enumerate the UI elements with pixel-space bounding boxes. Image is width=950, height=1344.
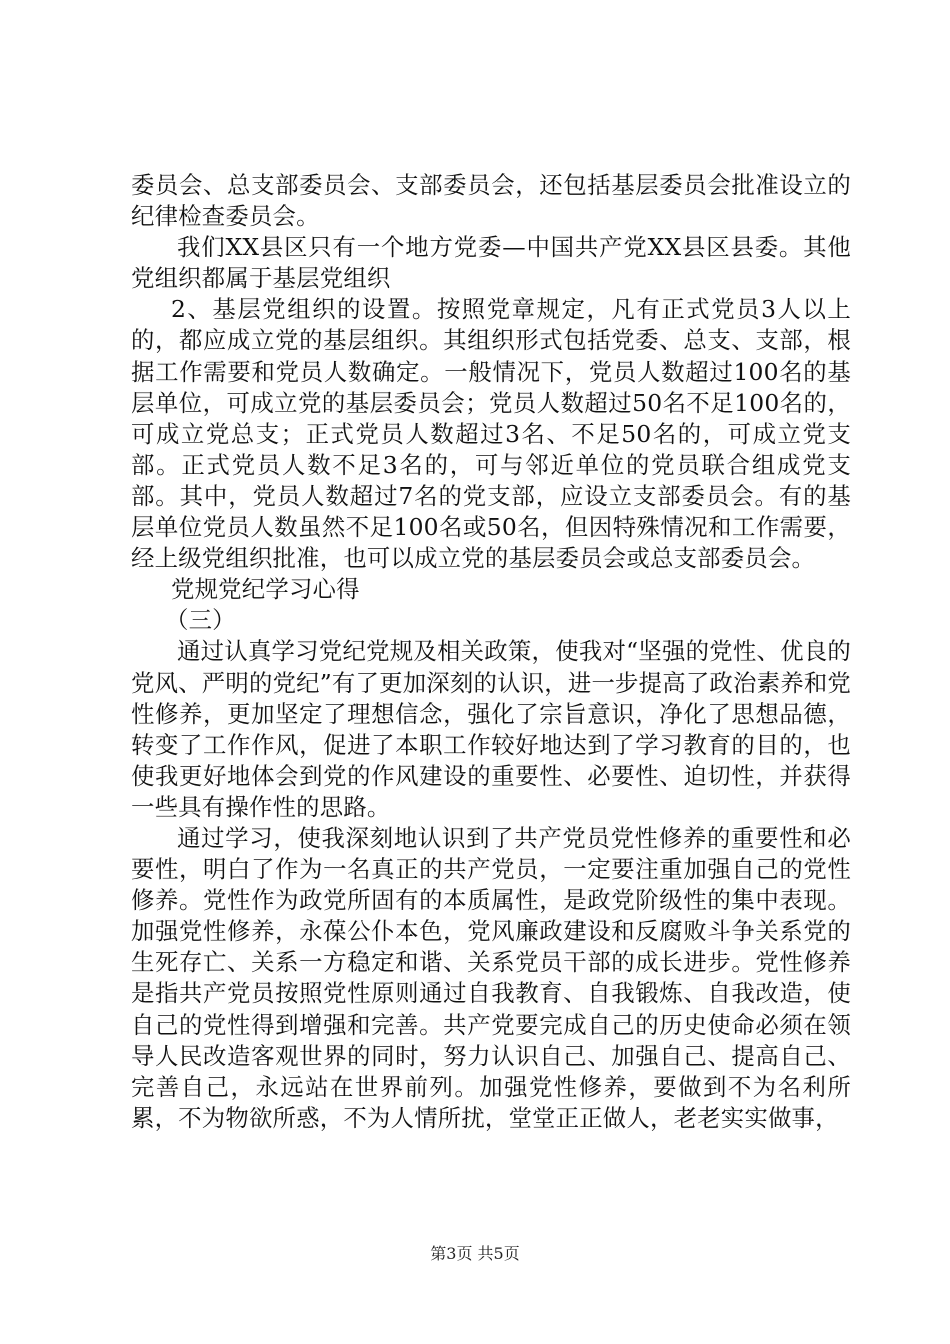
paragraph-organization-setup: 2、基层党组织的设置。按照党章规定，凡有正式党员3人以上的，都应成立党的基层组织。其组织形式包括党委、总支、支部，根据工作需要和党员人数确定。一般情况下，党员人数超过100名的基层单位，可成立党的基层委员会；党员人数超过50名不足100名的，可成立党总支；正式党员人数超过3名、不足50名的，可成立党支部。正式党员人数不足3名的，可与邻近单位的党员联合组成党支部。其中，党员人数超过7名的党支部，应设立支部委员会。有的基层单位党员人数虽然不足100名或50名，但因特殊情况和工作需要，经上级党组织批准，也可以成立党的基层委员会或总支部委员会。	[131, 295, 851, 573]
paragraph-party-spirit: 通过学习，使我深刻地认识到了共产党员党性修养的重要性和必要性，明白了作为一名真正的共产党员，一定要注重加强自己的党性修养。党性作为政党所固有的本质属性，是政党阶级性的集中表现。加强党性修养，永葆公仆本色，党风廉政建设和反腐败斗争关系党的生死存亡、关系一方稳定和谐、关系党员干部的成长进步。党性修养是指共产党员按照党性原则通过自我教育、自我锻炼、自我改造，使自己的党性得到增强和完善。共产党要完成自己的历史使命必须在领导人民改造客观世界的同时，努力认识自己、加强自己、提高自己、完善自己，永远站在世界前列。加强党性修养，要做到不为名利所累，不为物欲所惑，不为人情所扰，堂堂正正做人，老老实实做事，	[131, 823, 851, 1132]
paragraph-study-gains: 通过认真学习党纪党规及相关政策，使我对“坚强的党性、优良的党风、严明的党纪”有了更加深刻的认识，进一步提高了政治素养和党性修养，更加坚定了理想信念，强化了宗旨意识，净化了思想品德，转变了工作作风，促进了本职工作较好地达到了学习教育的目的，也使我更好地体会到党的作风建设的重要性、必要性、迫切性，并获得一些具有操作性的思路。	[131, 637, 851, 821]
paragraph-local-committee: 我们XX县区只有一个地方党委—中国共产党XX县区县委。其他党组织都属于基层党组织	[131, 233, 851, 293]
section-title: 党规党纪学习心得	[171, 575, 360, 604]
page-number-footer: 第3页 共5页	[430, 1244, 520, 1263]
document-body	[131, 170, 851, 1134]
section-number: （三）	[165, 606, 236, 635]
paragraph-continuation: 委员会、总支部委员会、支部委员会，还包括基层委员会批准设立的纪律检查委员会。	[131, 171, 851, 231]
